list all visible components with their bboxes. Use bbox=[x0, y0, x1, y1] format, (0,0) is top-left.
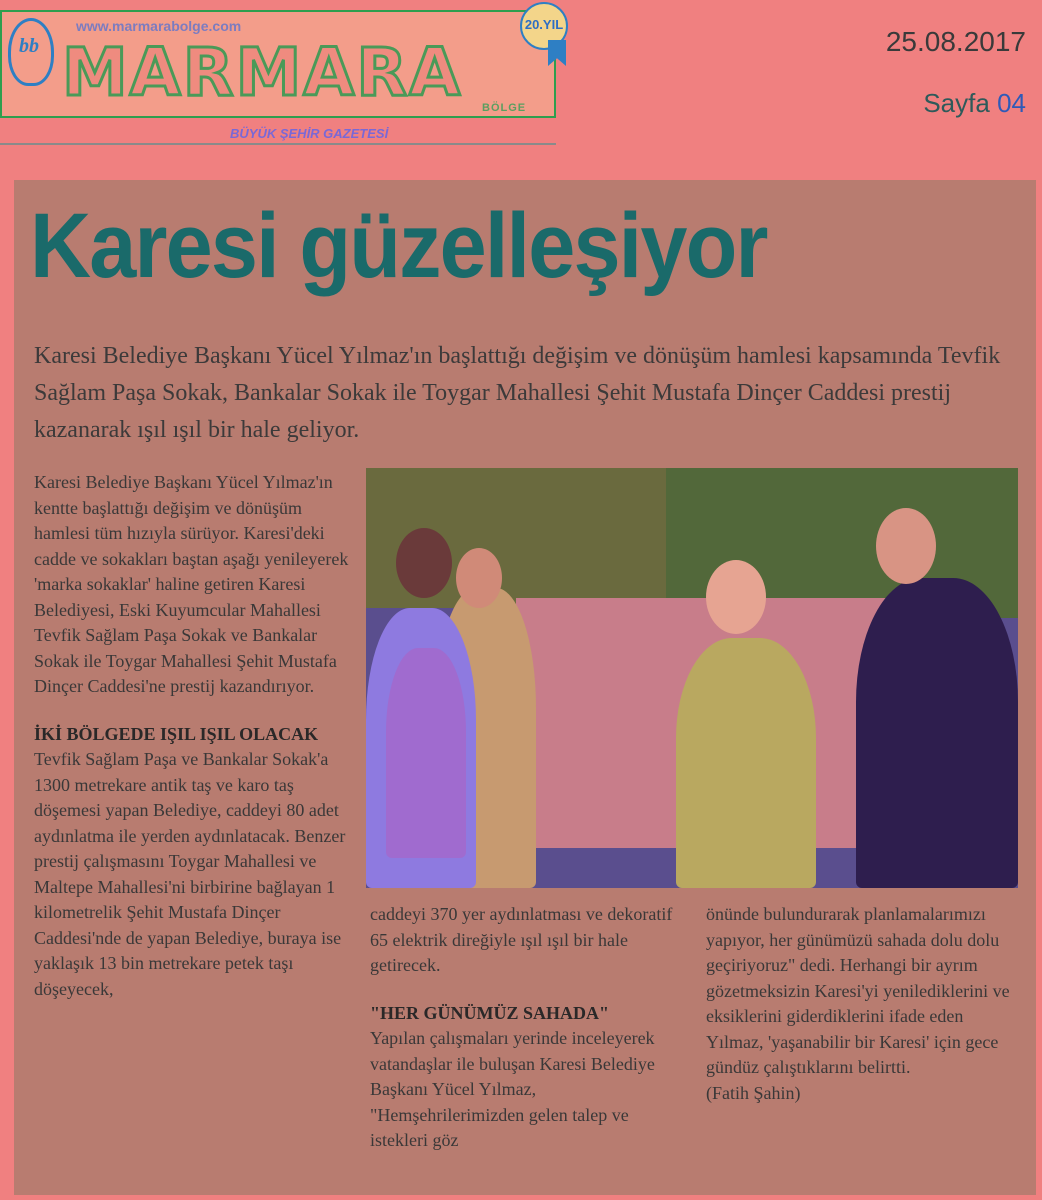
newspaper-logo bbox=[0, 10, 556, 118]
body-paragraph: Yapılan çalışmaları yerinde inceleyerek vatandaşlar ile buluşan Karesi Belediye Başkanı Yücel Yılmaz, "Hemşehrilerimizden gelen talep ve istekleri göz bbox=[370, 1028, 655, 1150]
article-column-2 bbox=[370, 902, 690, 1154]
body-paragraph: caddeyi 370 yer aydınlatması ve dekoratif 65 elektrik direğiyle ışıl ışıl bir hale getirecek. bbox=[370, 904, 673, 975]
anniversary-badge: 20.YIL bbox=[520, 2, 568, 50]
body-paragraph: Karesi Belediye Başkanı Yücel Yılmaz'ın kentte başlattığı değişim ve dönüşüm hamlesi tüm hızıyla sürüyor. Karesi'deki cadde ve sokakları baştan aşağı yenileyerek 'marka sokaklar' haline getiren Karesi Belediyesi, Eski Kuyumcular Mahallesi Tevfik Sağlam Paşa Sokak ve Bankalar Sokak ile Toygar Mahallesi Şehit Mustafa Dinçer Caddesi'ne prestij kazandırıyor. bbox=[34, 472, 349, 696]
body-paragraph: önünde bulundurarak planlamalarımızı yapıyor, her günümüzü sahada dolu dolu geçiriyoruz" dedi. Herhangi bir ayrım gözetmeksizin Karesi'yi yenilediklerini ve eksiklerini giderdiklerini ifade eden Yılmaz, 'yaşanabilir bir Karesi' için gece gündüz çalıştıklarını belirtti. bbox=[706, 904, 1010, 1077]
article-column-3 bbox=[706, 902, 1021, 1106]
page-indicator bbox=[923, 88, 1026, 119]
photo-head bbox=[876, 508, 936, 584]
body-paragraph: Tevfik Sağlam Paşa ve Bankalar Sokak'a 1300 metrekare antik taş ve karo taş döşemesi yapan Belediye, caddeyi 80 adet aydınlatma ile yerden aydınlatacak. Benzer prestij çalışmasını Toygar Mahallesi ve Maltepe Mahallesi'ni birbirine bağlayan 1 kilometrelik Şehit Mustafa Dinçer Caddesi'nde de yapan Belediye, buraya ise yaklaşık 13 bin metrekare petek taşı döşeyecek, bbox=[34, 749, 346, 999]
article-column-1 bbox=[34, 470, 356, 1002]
photo-head bbox=[456, 548, 502, 608]
article-lede: Karesi Belediye Başkanı Yücel Yılmaz'ın başlattığı değişim ve dönüşüm hamlesi kapsamında Tevfik Sağlam Paşa Sokak, Bankalar Sokak ile Toygar Mahallesi Şehit Mustafa Dinçer Caddesi prestij kazanarak ışıl ışıl bir hale geliyor. bbox=[34, 343, 1001, 443]
article-photo bbox=[366, 468, 1018, 888]
byline: (Fatih Şahin) bbox=[706, 1082, 801, 1103]
photo-person-elderly-man bbox=[676, 638, 816, 888]
header-divider bbox=[0, 143, 556, 145]
logo-title: MARMARA bbox=[62, 34, 463, 111]
subheading: "HER GÜNÜMÜZ SAHADA" bbox=[370, 1002, 609, 1023]
photo-safety-vest bbox=[386, 648, 466, 858]
issue-date: 25.08.2017 bbox=[885, 26, 1026, 57]
logo-mark-text: bb bbox=[19, 35, 39, 57]
logo-mark-icon bbox=[8, 18, 54, 86]
logo-slogan: BÜYÜK ŞEHİR GAZETESİ bbox=[230, 126, 389, 141]
page-number: 04 bbox=[997, 88, 1026, 118]
article-headline: Karesi güzelleşiyor bbox=[30, 195, 767, 297]
photo-head bbox=[396, 528, 452, 598]
subheading: İKİ BÖLGEDE IŞIL IŞIL OLACAK bbox=[34, 723, 319, 744]
logo-subtitle: BÖLGE bbox=[482, 102, 527, 114]
logo-url: www.marmarabolge.com bbox=[76, 18, 242, 34]
ribbon-icon bbox=[548, 40, 566, 66]
photo-person-mayor bbox=[856, 578, 1018, 888]
page-label: Sayfa bbox=[923, 88, 990, 118]
article-panel bbox=[14, 180, 1036, 1195]
photo-head bbox=[706, 560, 766, 634]
